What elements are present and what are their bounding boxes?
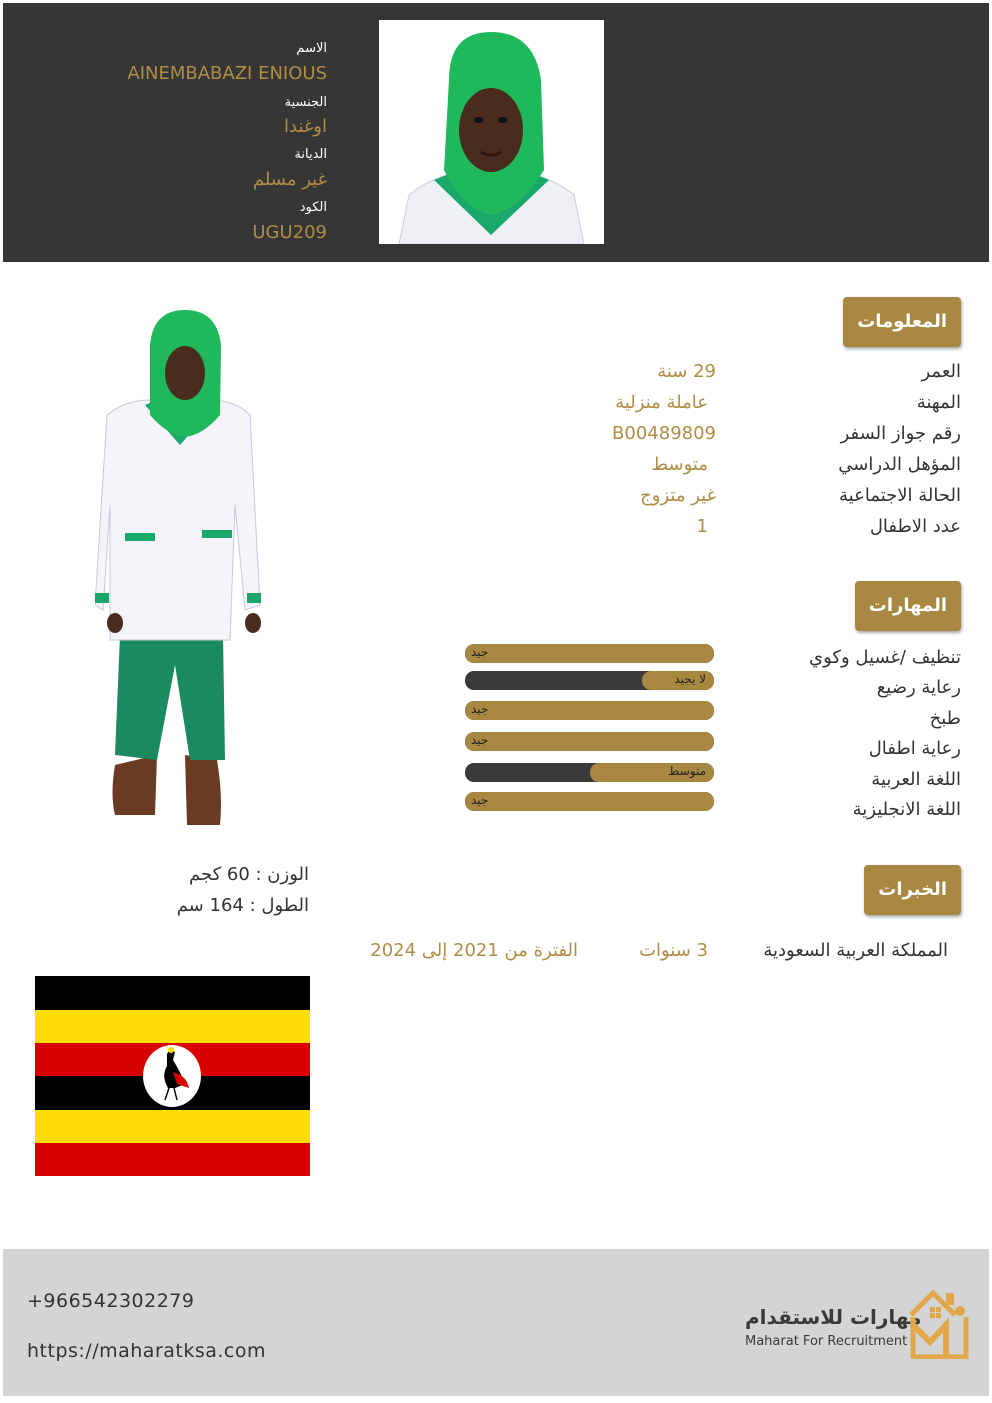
logo-house-icon	[908, 1287, 970, 1359]
religion-field	[294, 147, 327, 162]
full-body-photo	[95, 305, 265, 830]
page-footer	[3, 1249, 989, 1396]
skill-bar-fill	[465, 792, 714, 811]
experience-country: المملكة العربية السعودية	[763, 940, 948, 961]
age-value: 29 سنة	[657, 361, 716, 382]
passport-value: B00489809	[612, 423, 716, 444]
code-label: الكود	[299, 200, 327, 215]
skill-arabic-label: اللغة العربية	[871, 769, 961, 790]
skill-level-text: متوسط	[668, 764, 706, 778]
nationality-value-wrap	[284, 116, 327, 137]
skill-level-text: جيد	[471, 733, 489, 747]
profession-label: المهنة	[916, 392, 961, 413]
skill-infant-care-label: رعاية رضيع	[876, 677, 961, 698]
code-value-wrap	[252, 222, 327, 243]
skill-bar	[465, 644, 714, 663]
skill-level-text: جيد	[471, 702, 489, 716]
skill-bar	[465, 792, 714, 811]
skill-bar	[465, 763, 714, 782]
skill-level-text: جيد	[471, 793, 489, 807]
religion-value: غير مسلم	[252, 169, 327, 190]
nationality-value: اوغندا	[284, 116, 327, 137]
passport-label: رقم جواز السفر	[840, 423, 961, 444]
skill-cooking-label: طبخ	[929, 708, 961, 729]
skill-level-text: لا يجيد	[674, 672, 706, 686]
code-value: UGU209	[252, 222, 327, 243]
religion-label: الديانة	[294, 147, 327, 162]
skill-bar-fill	[465, 732, 714, 751]
skill-cleaning-label: تنظيف /غسيل وكوي	[809, 647, 961, 668]
name-value-wrap	[127, 63, 327, 84]
info-section-title: المعلومات	[843, 297, 961, 347]
children-value: 1	[696, 516, 708, 537]
skill-bar	[465, 701, 714, 720]
nationality-label: الجنسية	[284, 95, 327, 110]
children-label: عدد الاطفال	[869, 516, 961, 537]
logo-arabic-text: مهارات للاستقدام	[745, 1305, 922, 1329]
contact-phone: +966542302279	[27, 1290, 195, 1312]
skill-bar-fill	[465, 701, 714, 720]
marital-status-value: غير متزوج	[640, 485, 716, 506]
profession-value: عاملة منزلية	[615, 392, 708, 413]
website-link[interactable]: https://maharatksa.com	[27, 1340, 267, 1362]
skill-level-text: جيد	[471, 645, 489, 659]
skill-bar	[465, 732, 714, 751]
marital-status-label: الحالة الاجتماعية	[839, 485, 961, 506]
skill-bar	[465, 671, 714, 690]
skills-section-title: المهارات	[855, 581, 961, 631]
name-value: AINEMBABAZI ENIOUS	[127, 63, 327, 84]
weight-text: الوزن : 60 كجم	[189, 864, 309, 885]
education-label: المؤهل الدراسي	[838, 454, 961, 475]
experience-period: الفترة من 2021 إلى 2024	[370, 940, 578, 961]
nationality-field	[285, 95, 327, 110]
education-value: متوسط	[651, 454, 708, 475]
name-label: الاسم	[296, 41, 327, 56]
skill-child-care-label: رعاية اطفال	[868, 738, 961, 759]
logo-english-text: Maharat For Recruitment	[745, 1334, 908, 1349]
uganda-flag	[35, 976, 310, 1176]
skill-english-label: اللغة الانجليزية	[852, 799, 961, 820]
portrait-photo	[379, 20, 604, 244]
age-label: العمر	[921, 361, 961, 382]
religion-value-wrap	[253, 169, 327, 190]
code-field	[300, 200, 327, 215]
skill-bar-fill	[465, 644, 714, 663]
experience-section-title: الخبرات	[864, 865, 961, 915]
company-logo	[743, 1287, 973, 1362]
name-field	[296, 41, 327, 56]
experience-years: 3 سنوات	[639, 940, 708, 961]
height-text: الطول : 164 سم	[176, 895, 309, 916]
